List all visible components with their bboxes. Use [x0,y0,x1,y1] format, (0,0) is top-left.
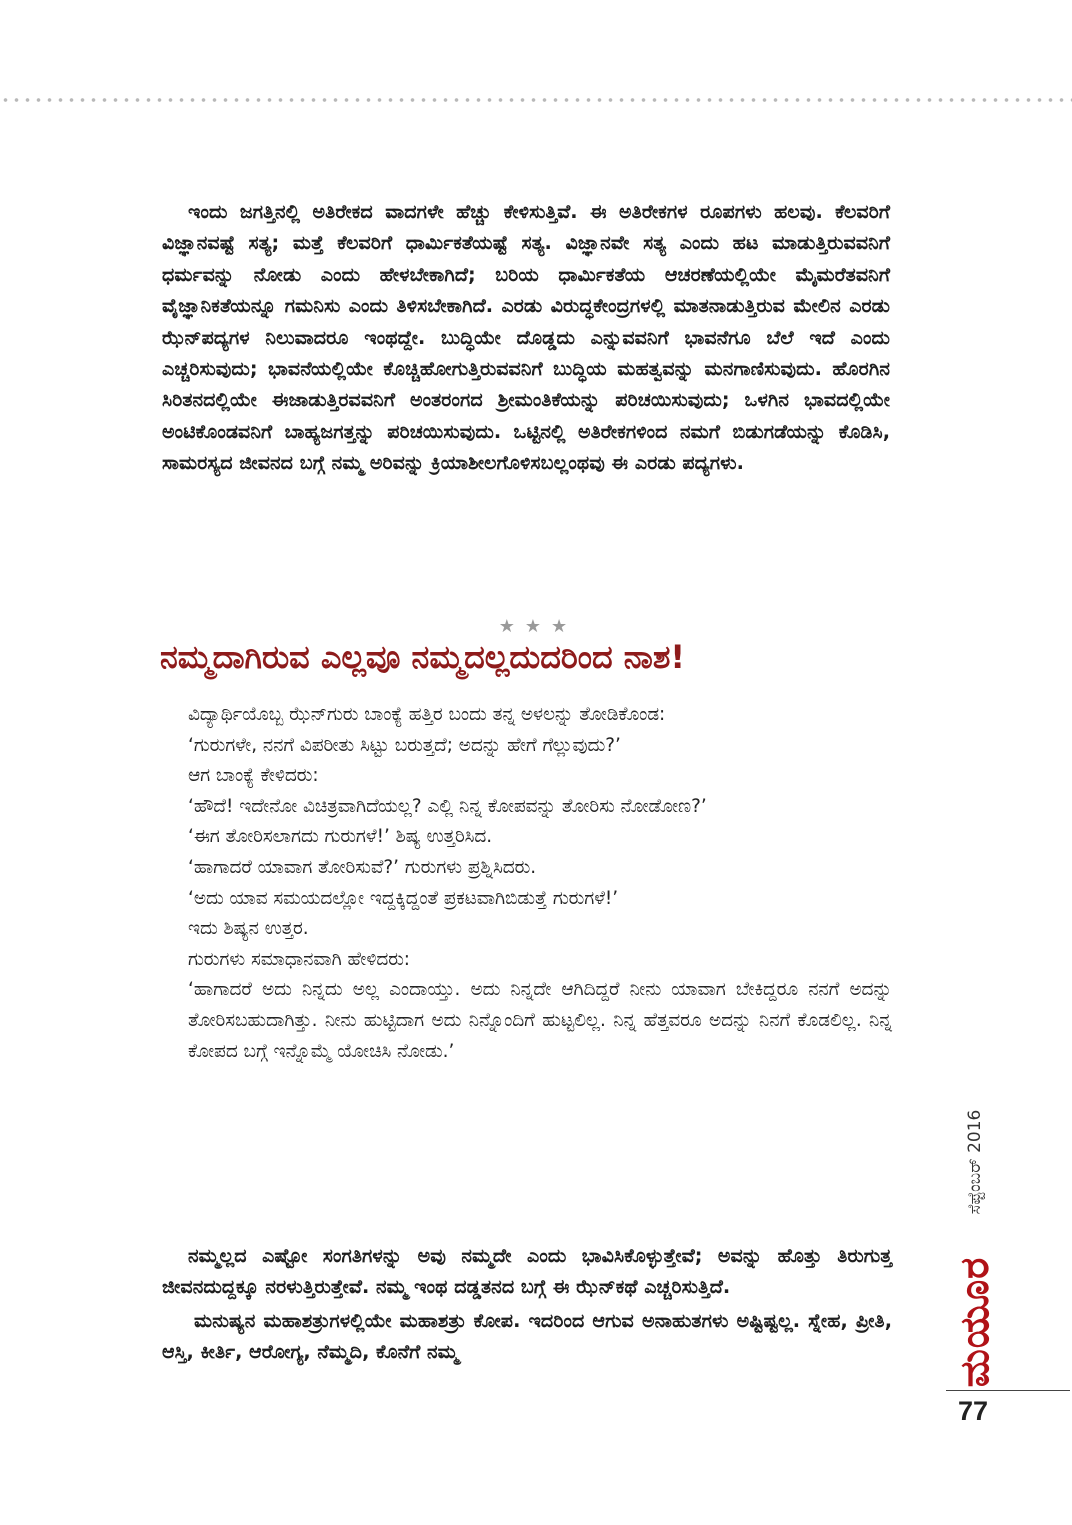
story-line: ಗುರುಗಳು ಸಮಾಧಾನವಾಗಿ ಹೇಳಿದರು: [188,948,411,970]
issue-date: ಸೆಪ್ಟೆಂಬರ್ 2016 [965,1109,985,1215]
story-body [162,700,892,1067]
story-line: ‘ಹೌದೆ! ಇದೇನೋ ವಿಚಿತ್ರವಾಗಿದೆಯಲ್ಲ? ಎಲ್ಲಿ ನಿನ್ನ ಕೋಪವನ್ನು ತೋರಿಸು ನೋಡೋಣ?’ [188,795,707,817]
footer-rule [946,1390,1070,1391]
story-line: ‘ಅದು ಯಾವ ಸಮಯದಲ್ಲೋ ಇದ್ದಕ್ಕಿದ್ದಂತೆ ಪ್ರಕಟವಾಗಿಬಿಡುತ್ತೆ ಗುರುಗಳೆ!’ [188,887,619,909]
story-heading: ನಮ್ಮದಾಗಿರುವ ಎಲ್ಲವೂ ನಮ್ಮದಲ್ಲದುದರಿಂದ ನಾಶ! [160,638,685,676]
story-line: ‘ಈಗ ತೋರಿಸಲಾಗದು ಗುರುಗಳೆ!’ ಶಿಷ್ಯ ಉತ್ತರಿಸಿದ. [188,826,493,848]
page-number: 77 [958,1396,989,1426]
intro-paragraph: ಇಂದು ಜಗತ್ತಿನಲ್ಲಿ ಅತಿರೇಕದ ವಾದಗಳೇ ಹೆಚ್ಚು ಕೇಳಿಸುತ್ತಿವೆ. ಈ ಅತಿರೇಕಗಳ ರೂಪಗಳು ಹಲವು. ಕೆಲವರಿಗೆ ವಿಜ್ಞಾನವಷ್ಟೆ ಸತ್ಯ; ಮತ್ತೆ ಕೆಲವರಿಗೆ ಧಾರ್ಮಿಕತೆಯಷ್ಟೆ ಸತ್ಯ. ವಿಜ್ಞಾನವೇ ಸತ್ಯ ಎಂದು ಹಟ ಮಾಡುತ್ತಿರುವವನಿಗೆ ಧರ್ಮವನ್ನು ನೋಡು ಎಂದು ಹೇಳಬೇಕಾಗಿದೆ; ಬರಿಯ ಧಾರ್ಮಿಕತೆಯ ಆಚರಣೆಯಲ್ಲಿಯೇ ಮೈಮರೆತವನಿಗೆ ವೈಜ್ಞಾನಿಕತೆಯನ್ನೂ ಗಮನಿಸು ಎಂದು ತಿಳಿಸಬೇಕಾಗಿದೆ. ಎರಡು ವಿರುದ್ಧಕೇಂದ್ರಗಳಲ್ಲಿ ಮಾತನಾಡುತ್ತಿರುವ ಮೇಲಿನ ಎರಡು ಝೆನ್‌ಪದ್ಯಗಳ ನಿಲುವಾದರೂ ಇಂಥದ್ದೇ. ಬುದ್ಧಿಯೇ ದೊಡ್ಡದು ಎನ್ನುವವನಿಗೆ ಭಾವನೆಗೂ ಬೆಲೆ ಇದೆ ಎಂದು ಎಚ್ಚರಿಸುವುದು; ಭಾವನೆಯಲ್ಲಿಯೇ ಕೊಚ್ಚಿಹೋಗುತ್ತಿರುವವನಿಗೆ ಬುದ್ಧಿಯ ಮಹತ್ವವನ್ನು ಮನಗಾಣಿಸುವುದು. ಹೊರಗಿನ ಸಿರಿತನದಲ್ಲಿಯೇ ಈಜಾಡುತ್ತಿರವವನಿಗೆ ಅಂತರಂಗದ ಶ್ರೀಮಂತಿಕೆಯನ್ನು ಪರಿಚಯಿಸುವುದು; ಒಳಗಿನ ಭಾವದಲ್ಲಿಯೇ ಅಂಟಿಕೊಂಡವನಿಗೆ ಬಾಹ್ಯಜಗತ್ತನ್ನು ಪರಿಚಯಿಸುವುದು. ಒಟ್ಟಿನಲ್ಲಿ ಅತಿರೇಕಗಳಿಂದ ನಮಗೆ ಬಿಡುಗಡೆಯನ್ನು ಕೊಡಿಸಿ, ಸಾಮರಸ್ಯದ ಜೀವನದ ಬಗ್ಗೆ ನಮ್ಮ ಅರಿವನ್ನು ಕ್ರಿಯಾಶೀಲಗೊಳಿಸಬಲ್ಲಂಥವು ಈ ಎರಡು ಪದ್ಯಗಳು. [162,200,890,475]
magazine-logo: ಮಯೂರ [952,1256,998,1388]
outro-paragraph: ಮನುಷ್ಯನ ಮಹಾಶತ್ರುಗಳಲ್ಲಿಯೇ ಮಹಾಶತ್ರು ಕೋಪ. ಇದರಿಂದ ಆಗುವ ಅನಾಹುತಗಳು ಅಷ್ಟಿಷ್ಟಲ್ಲ. ಸ್ನೇಹ, ಪ್ರೀತಿ, ಆಸ್ತಿ, ಕೀರ್ತಿ, ಆರೋಗ್ಯ, ನೆಮ್ಮದಿ, ಕೊನೆಗೆ ನಮ್ಮ [162,1308,892,1364]
outro-paragraph: ನಮ್ಮಲ್ಲದ ಎಷ್ಟೋ ಸಂಗತಿಗಳನ್ನು ಅವು ನಮ್ಮದೇ ಎಂದು ಭಾವಿಸಿಕೊಳ್ಳುತ್ತೇವೆ; ಅವನ್ನು ಹೊತ್ತು ತಿರುಗುತ್ತ ಜೀವನದುದ್ದಕ್ಕೂ ನರಳುತ್ತಿರುತ್ತೇವೆ. ನಮ್ಮ ಇಂಥ ದಡ್ಡತನದ ಬಗ್ಗೆ ಈ ಝೆನ್‌ಕಥೆ ಎಚ್ಚರಿಸುತ್ತಿದೆ. [162,1244,892,1299]
story-line: ‘ಹಾಗಾದರೆ ಅದು ನಿನ್ನದು ಅಲ್ಲ ಎಂದಾಯ್ತು. ಅದು ನಿನ್ನದೇ ಆಗಿದಿದ್ದರೆ ನೀನು ಯಾವಾಗ ಬೇಕಿದ್ದರೂ ನನಗೆ ಅದನ್ನು ತೋರಿಸಬಹುದಾಗಿತ್ತು. ನೀನು ಹುಟ್ಟಿದಾಗ ಅದು ನಿನ್ನೊಂದಿಗೆ ಹುಟ್ಟಲಿಲ್ಲ. ನಿನ್ನ ಹೆತ್ತವರೂ ಅದನ್ನು ನಿನಗೆ ಕೊಡಲಿಲ್ಲ. ನಿನ್ನ ಕೋಪದ ಬಗ್ಗೆ ಇನ್ನೊಮ್ಮೆ ಯೋಚಿಸಿ ನೋಡು.’ [188,979,892,1062]
outro-section [162,1240,892,1368]
story-line: ‘ಗುರುಗಳೇ, ನನಗೆ ವಿಪರೀತು ಸಿಟ್ಟು ಬರುತ್ತದೆ; ಅದನ್ನು ಹೇಗೆ ಗೆಲ್ಲುವುದು?’ [188,734,621,756]
section-separator-stars: ★★★ [498,616,578,637]
side-masthead [952,1100,998,1388]
story-line: ಆಗ ಬಾಂಕ್ಯೆ ಕೇಳಿದರು: [188,765,319,787]
story-line: ಇದು ಶಿಷ್ಯನ ಉತ್ತರ. [188,918,309,940]
story-line: ‘ಹಾಗಾದರೆ ಯಾವಾಗ ತೋರಿಸುವೆ?’ ಗುರುಗಳು ಪ್ರಶ್ನಿಸಿದರು. [188,856,537,878]
story-line: ವಿದ್ಯಾರ್ಥಿಯೊಬ್ಬ ಝೆನ್‌ಗುರು ಬಾಂಕ್ಯೆ ಹತ್ತಿರ ಬಂದು ತನ್ನ ಅಳಲನ್ನು ತೋಡಿಕೊಂಡ: [188,704,666,725]
dotted-top-border [0,96,1072,104]
